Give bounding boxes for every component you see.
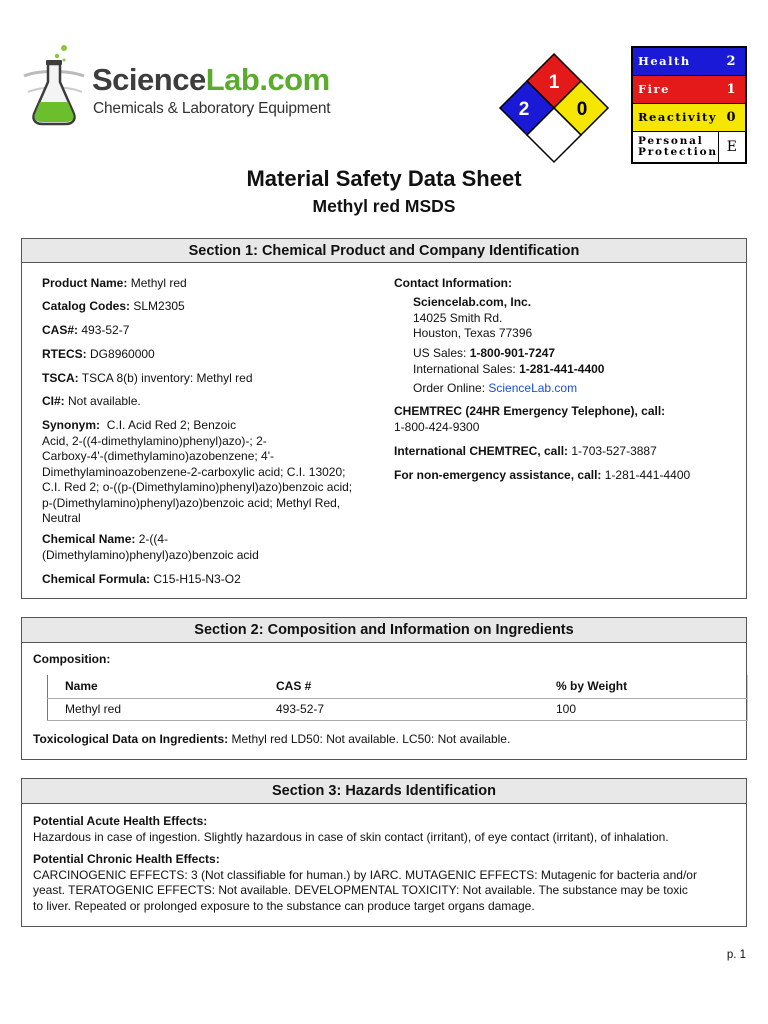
section-3	[21, 778, 747, 927]
product-name-field	[42, 276, 187, 292]
us-sales-label: US Sales:	[413, 346, 467, 360]
toxicological-label: Toxicological Data on Ingredients:	[33, 732, 229, 746]
nfpa-diamond	[498, 52, 610, 164]
document-subtitle: Methyl red MSDS	[312, 196, 456, 216]
nfpa-health-value: 2	[518, 99, 530, 120]
product-name-value: Methyl red	[130, 276, 187, 290]
table-cell-cas: 493-52-7	[276, 702, 325, 716]
hmis-label-fire: Fire	[638, 82, 670, 96]
cas-label: CAS#:	[42, 323, 79, 337]
us-sales-phone: 1-800-901-7247	[469, 346, 556, 360]
chemtrec-phone: 1-800-424-9300	[394, 419, 480, 434]
hmis-value-fire: 1	[726, 82, 736, 97]
composition-table	[47, 675, 748, 721]
company-address	[413, 295, 532, 342]
catalog-codes-label: Catalog Codes:	[42, 299, 131, 313]
section-3-heading: Section 3: Hazards Identification	[22, 779, 746, 804]
ci-value: Not available.	[68, 394, 141, 408]
hmis-value-health: 2	[726, 54, 736, 69]
cas-value: 493-52-7	[81, 323, 130, 337]
hmis-table	[631, 46, 747, 164]
composition-label: Composition:	[33, 652, 111, 666]
catalog-codes-field	[42, 299, 185, 315]
table-cell-name: Methyl red	[65, 702, 122, 716]
chronic-effects-label: Potential Chronic Health Effects:	[33, 852, 220, 866]
hmis-label-personal-protection: Personal Protection	[638, 135, 718, 158]
acute-effects	[33, 814, 737, 845]
section-1	[21, 238, 747, 599]
address-line-1: 14025 Smith Rd.	[413, 310, 503, 325]
chemical-name-field: Chemical Name: 2-((4- (Dimethylamino)phenyl)azo)benzoic acid	[42, 532, 259, 562]
order-online-label: Order Online:	[413, 381, 486, 395]
chemical-name-label: Chemical Name:	[42, 532, 136, 546]
hmis-row-personal-protection	[633, 132, 745, 162]
section-1-heading: Section 1: Chemical Product and Company Identification	[22, 239, 746, 263]
column-header-name: Name	[65, 679, 98, 693]
chemtrec-field	[394, 404, 665, 435]
tsca-label: TSCA:	[42, 371, 79, 385]
sciencelab-link[interactable]: ScienceLab.com	[488, 381, 578, 395]
intl-sales-phone: 1-281-441-4400	[519, 361, 605, 376]
rtecs-field	[42, 347, 155, 363]
page-number: p. 1	[726, 949, 746, 961]
section-2-heading: Section 2: Composition and Information on Ingredients	[22, 618, 746, 643]
chemical-formula-value: C15-H15-N3-O2	[153, 572, 241, 586]
ci-label: CI#:	[42, 394, 65, 408]
table-cell-weight: 100	[556, 702, 577, 716]
toxicological-data	[33, 732, 510, 748]
logo-tagline: Chemicals & Laboratory Equipment	[93, 100, 331, 117]
chemical-formula-field	[42, 572, 241, 588]
logo-brand: ScienceLab.com	[92, 62, 330, 97]
hmis-label-health: Health	[638, 54, 691, 68]
catalog-codes-value: SLM2305	[133, 299, 185, 313]
flask-icon	[18, 40, 90, 130]
nonemergency-phone: 1-281-441-4400	[604, 468, 691, 482]
tsca-value: TSCA 8(b) inventory: Methyl red	[81, 371, 253, 385]
section-2	[21, 617, 747, 760]
hmis-label-reactivity: Reactivity	[638, 110, 718, 124]
column-header-cas: CAS #	[276, 679, 312, 693]
tsca-field	[42, 371, 253, 387]
sales-contacts	[413, 346, 604, 377]
product-name-label: Product Name:	[42, 276, 128, 290]
hmis-value-reactivity: 0	[726, 110, 736, 125]
rtecs-label: RTECS:	[42, 347, 87, 361]
rtecs-value: DG8960000	[90, 347, 155, 361]
company-name: Sciencelab.com, Inc.	[413, 295, 532, 309]
contact-info-label: Contact Information:	[394, 276, 512, 290]
hmis-value-personal-protection: E	[718, 132, 745, 162]
nonemergency-field	[394, 468, 690, 484]
chemtrec-label: CHEMTREC (24HR Emergency Telephone), call:	[394, 404, 666, 418]
intl-sales-label: International Sales:	[413, 361, 516, 376]
synonym-label: Synonym:	[42, 418, 101, 432]
acute-effects-label: Potential Acute Health Effects:	[33, 814, 208, 828]
intl-chemtrec-phone: 1-703-527-3887	[571, 444, 657, 458]
ci-field	[42, 394, 141, 410]
cas-field	[42, 323, 129, 339]
document-title: Material Safety Data Sheet	[246, 166, 522, 191]
intl-chemtrec-label: International CHEMTREC, call:	[394, 444, 569, 458]
address-line-2: Houston, Texas 77396	[413, 326, 533, 340]
synonym-field: Synonym: C.I. Acid Red 2; Benzoic Acid, 2-((4-dimethylamino)phenyl)azo)-; 2- Carboxy-4'-(dimethylamino)azobenzene; 4'- Dimethylaminoazobenzene-2-carboxylic acid; C.I. 13020; C.I. Red 2; o-((p-(Dimethylamino)phenyl)azo)benzoic acid; p-(Dimethylamino)phenyl)azo)benzoic acid; Methyl Red, Neutral	[42, 418, 353, 525]
hmis-row-reactivity	[633, 104, 745, 132]
order-online	[413, 381, 577, 397]
nonemergency-label: For non-emergency assistance, call:	[394, 468, 602, 482]
nfpa-reactivity-value: 0	[576, 99, 588, 120]
chronic-effects: Potential Chronic Health Effects: CARCINOGENIC EFFECTS: 3 (Not classifiable for human.) by IARC. MUTAGENIC EFFECTS: Mutagenic for bacteria and/or yeast. TERATOGENIC EFFECTS: Not available. DEVELOPMENTAL TOXICITY: Not available. The substance may be toxic to liver. Repeated or prolonged exposure to the substance can produce target organs damage.	[33, 852, 743, 914]
intl-chemtrec-field	[394, 444, 657, 460]
chemical-formula-label: Chemical Formula:	[42, 572, 151, 586]
sciencelab-logo	[18, 40, 331, 140]
nfpa-flammability-value: 1	[548, 72, 560, 93]
acute-effects-text: Hazardous in case of ingestion. Slightly hazardous in case of skin contact (irritant), of eye contact (irritant), of inhalation.	[33, 829, 669, 844]
toxicological-value: Methyl red LD50: Not available. LC50: Not available.	[231, 732, 511, 746]
hmis-row-health	[633, 48, 745, 76]
hmis-row-fire	[633, 76, 745, 104]
column-header-weight: % by Weight	[556, 679, 628, 693]
